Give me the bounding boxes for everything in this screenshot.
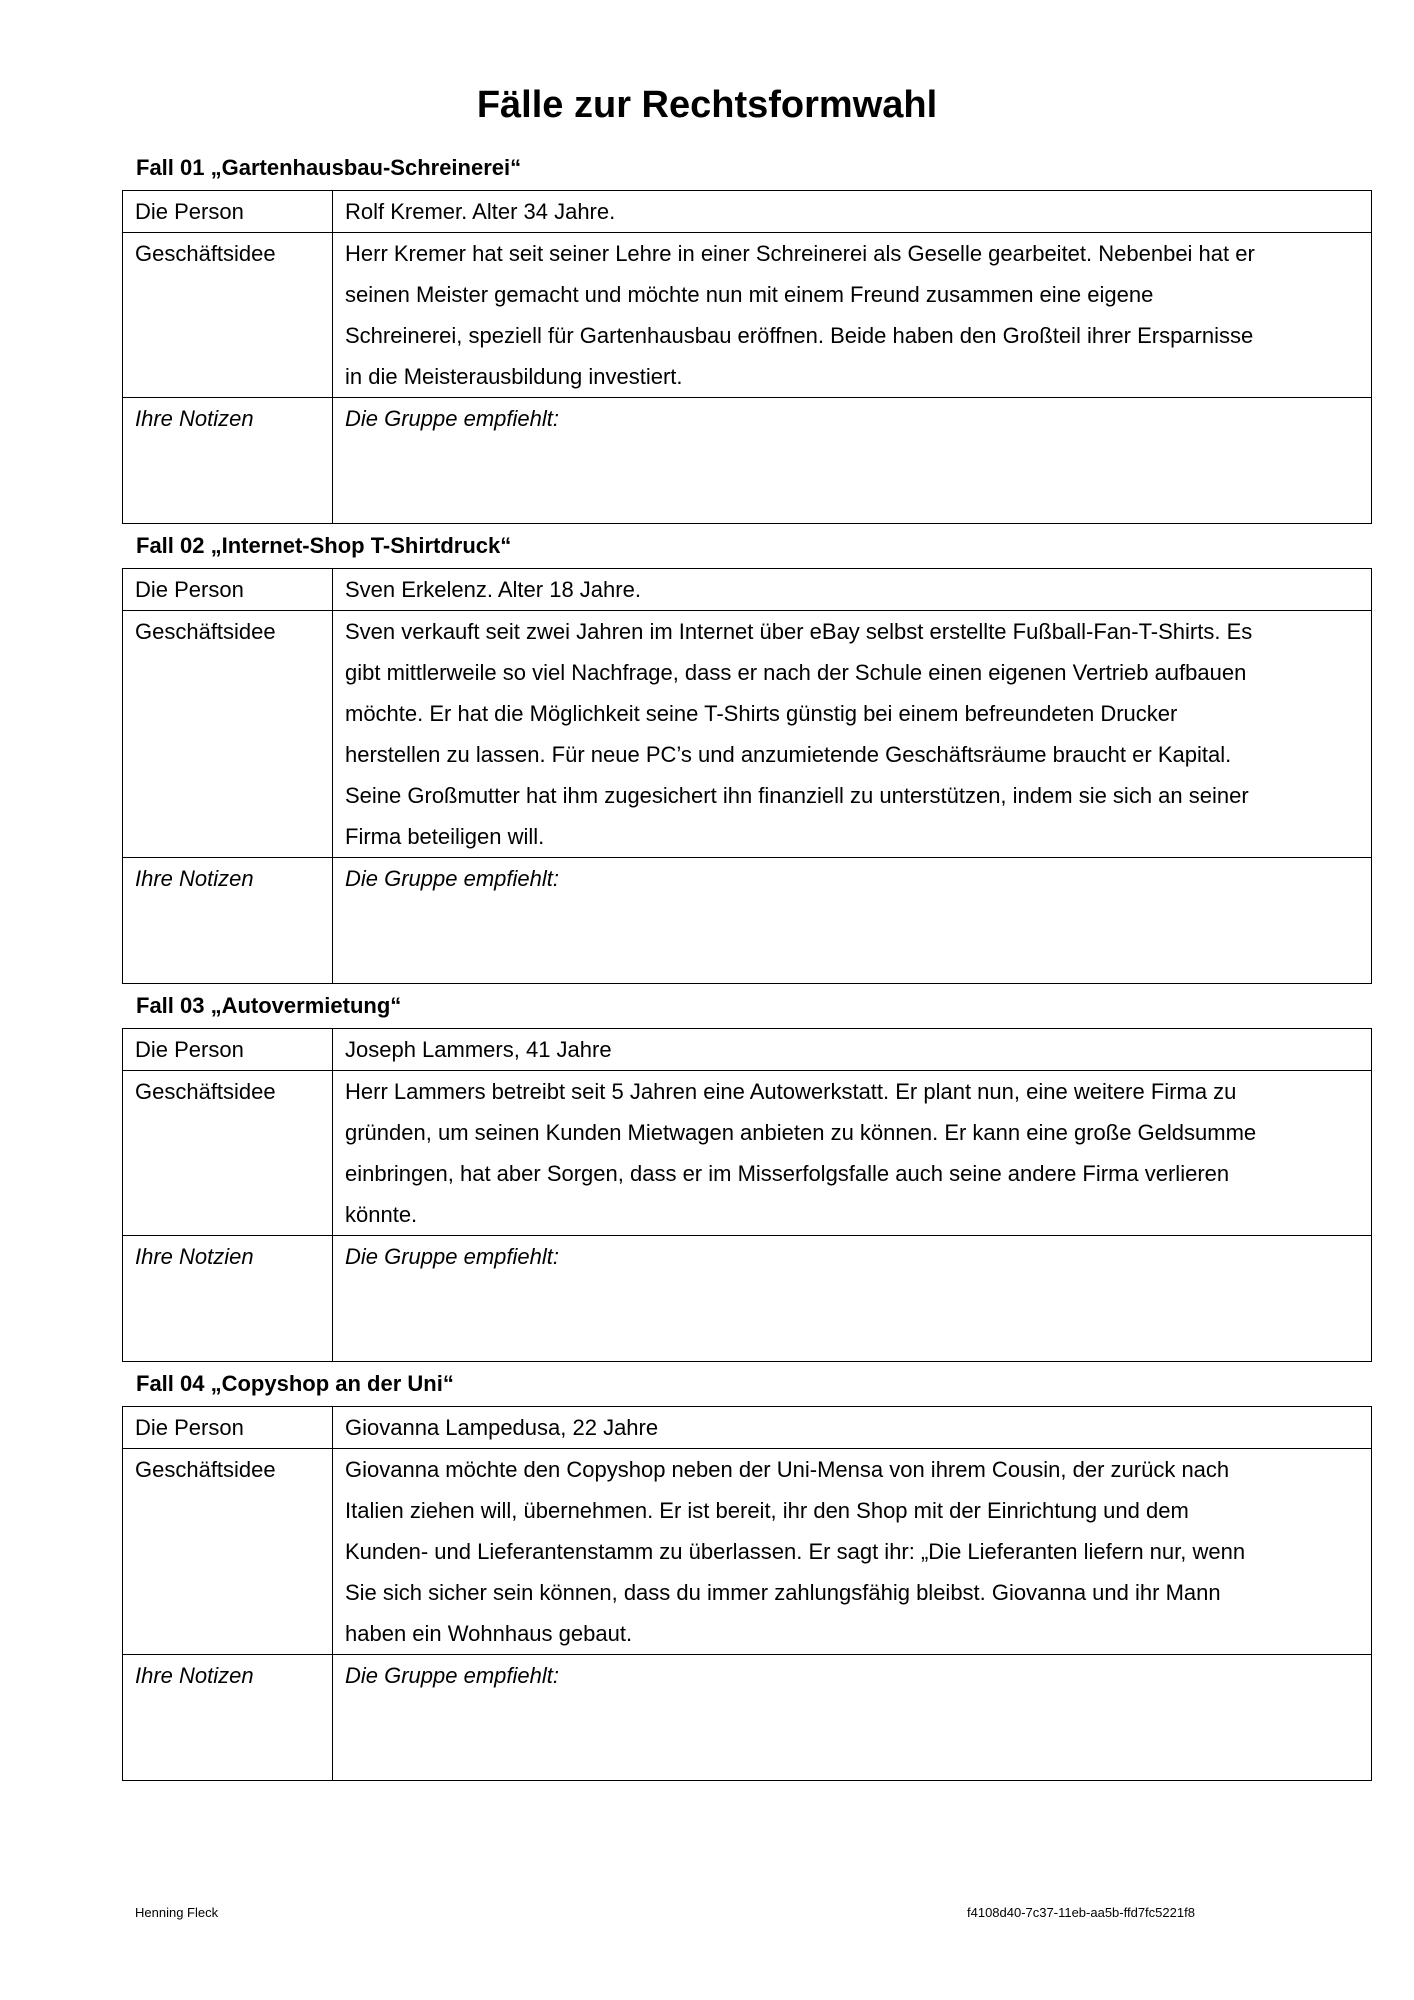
notes-label: Ihre Notzien xyxy=(123,1236,333,1362)
business-idea-line: Schreinerei, speziell für Gartenhausbau eröffnen. Beide haben den Großteil ihrer Ersparnisse xyxy=(345,323,1254,348)
business-idea-line: seinen Meister gemacht und möchte nun mit einem Freund zusammen eine eigene xyxy=(345,282,1154,307)
business-idea-text xyxy=(333,1449,1372,1655)
business-idea-line: gibt mittlerweile so viel Nachfrage, dass er nach der Schule einen eigenen Vertrieb aufbauen xyxy=(345,660,1247,685)
business-idea-line: Herr Lammers betreibt seit 5 Jahren eine Autowerkstatt. Er plant nun, eine weitere Firma zu xyxy=(345,1079,1237,1104)
business-idea-label: Geschäftsidee xyxy=(123,233,333,398)
person-row xyxy=(123,191,1372,233)
business-idea-label: Geschäftsidee xyxy=(123,1449,333,1655)
business-idea-line: Herr Kremer hat seit seiner Lehre in einer Schreinerei als Geselle gearbeitet. Nebenbei hat er xyxy=(345,241,1255,266)
business-idea-line: Seine Großmutter hat ihm zugesichert ihn finanziell zu unterstützen, indem sie sich an seiner xyxy=(345,783,1249,808)
person-row xyxy=(123,1407,1372,1449)
notes-row xyxy=(123,398,1372,524)
case-section xyxy=(122,984,1372,1362)
business-idea-line: Sie sich sicher sein können, dass du immer zahlungsfähig bleibst. Giovanna und ihr Mann xyxy=(345,1580,1221,1605)
business-idea-line: könnte. xyxy=(345,1202,418,1227)
person-value: Rolf Kremer. Alter 34 Jahre. xyxy=(333,191,1372,233)
page-title: Fälle zur Rechtsformwahl xyxy=(476,84,938,126)
business-idea-line: gründen, um seinen Kunden Mietwagen anbieten zu können. Er kann eine große Geldsumme xyxy=(345,1120,1257,1145)
business-idea-label: Geschäftsidee xyxy=(123,611,333,858)
business-idea-label: Geschäftsidee xyxy=(123,1071,333,1236)
business-idea-row xyxy=(123,611,1372,858)
person-row xyxy=(123,569,1372,611)
person-value: Giovanna Lampedusa, 22 Jahre xyxy=(333,1407,1372,1449)
notes-field[interactable]: Die Gruppe empfiehlt: xyxy=(333,1236,1372,1362)
business-idea-line: Kunden- und Lieferantenstamm zu überlassen. Er sagt ihr: „Die Lieferanten liefern nur, wenn xyxy=(345,1539,1246,1564)
notes-field[interactable]: Die Gruppe empfiehlt: xyxy=(333,1655,1372,1781)
case-table xyxy=(122,190,1372,524)
notes-row xyxy=(123,1655,1372,1781)
business-idea-text xyxy=(333,1071,1372,1236)
business-idea-line: Italien ziehen will, übernehmen. Er ist bereit, ihr den Shop mit der Einrichtung und dem xyxy=(345,1498,1189,1523)
person-label: Die Person xyxy=(123,191,333,233)
case-table xyxy=(122,1028,1372,1362)
business-idea-row xyxy=(123,233,1372,398)
business-idea-line: möchte. Er hat die Möglichkeit seine T-Shirts günstig bei einem befreundeten Drucker xyxy=(345,701,1178,726)
person-label: Die Person xyxy=(123,569,333,611)
case-list xyxy=(122,146,1372,1781)
person-label: Die Person xyxy=(123,1029,333,1071)
person-label: Die Person xyxy=(123,1407,333,1449)
business-idea-line: in die Meisterausbildung investiert. xyxy=(345,364,683,389)
business-idea-line: einbringen, hat aber Sorgen, dass er im Misserfolgsfalle auch seine andere Firma verlieren xyxy=(345,1161,1230,1186)
notes-label: Ihre Notizen xyxy=(123,1655,333,1781)
business-idea-line: Giovanna möchte den Copyshop neben der Uni-Mensa von ihrem Cousin, der zurück nach xyxy=(345,1457,1230,1482)
case-heading: Fall 04 „Copyshop an der Uni“ xyxy=(136,1371,454,1396)
case-section xyxy=(122,146,1372,524)
business-idea-line: herstellen zu lassen. Für neue PC’s und anzumietende Geschäftsräume braucht er Kapital. xyxy=(345,742,1232,767)
notes-row xyxy=(123,1236,1372,1362)
footer-author: Henning Fleck xyxy=(135,1905,219,1920)
case-section xyxy=(122,524,1372,984)
person-value: Sven Erkelenz. Alter 18 Jahre. xyxy=(333,569,1372,611)
case-table xyxy=(122,568,1372,984)
business-idea-line: haben ein Wohnhaus gebaut. xyxy=(345,1621,633,1646)
notes-label: Ihre Notizen xyxy=(123,398,333,524)
notes-row xyxy=(123,858,1372,984)
business-idea-line: Sven verkauft seit zwei Jahren im Internet über eBay selbst erstellte Fußball-Fan-T-Shirts. Es xyxy=(345,619,1253,644)
case-heading: Fall 02 „Internet-Shop T-Shirtdruck“ xyxy=(136,533,512,558)
business-idea-text xyxy=(333,611,1372,858)
case-section xyxy=(122,1362,1372,1781)
case-table xyxy=(122,1406,1372,1781)
case-heading: Fall 01 „Gartenhausbau-Schreinerei“ xyxy=(136,155,522,180)
business-idea-row xyxy=(123,1071,1372,1236)
notes-label: Ihre Notizen xyxy=(123,858,333,984)
case-heading: Fall 03 „Autovermietung“ xyxy=(136,993,402,1018)
notes-field[interactable]: Die Gruppe empfiehlt: xyxy=(333,398,1372,524)
notes-field[interactable]: Die Gruppe empfiehlt: xyxy=(333,858,1372,984)
person-value: Joseph Lammers, 41 Jahre xyxy=(333,1029,1372,1071)
business-idea-row xyxy=(123,1449,1372,1655)
person-row xyxy=(123,1029,1372,1071)
business-idea-line: Firma beteiligen will. xyxy=(345,824,545,849)
business-idea-text xyxy=(333,233,1372,398)
footer-document-id: f4108d40-7c37-11eb-aa5b-ffd7fc5221f8 xyxy=(967,1905,1195,1920)
